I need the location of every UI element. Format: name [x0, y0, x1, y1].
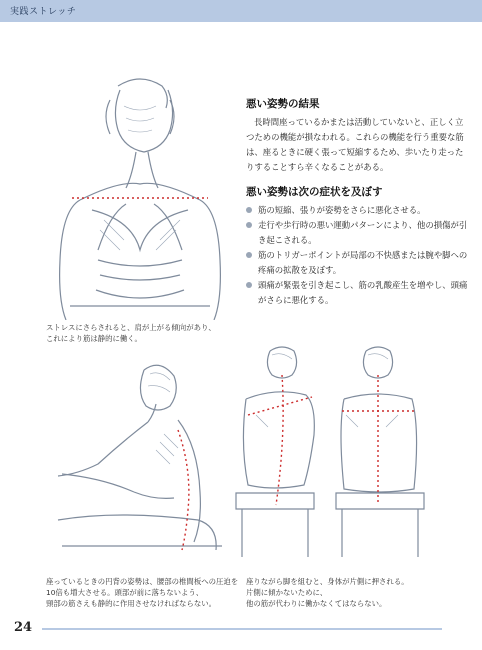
symptoms-section [246, 184, 468, 308]
bullet-icon [246, 222, 252, 228]
symptom-item [246, 218, 468, 248]
symptom-text: 筋の短縮、張りが姿勢をさらに悪化させる。 [258, 205, 426, 215]
symptom-text: 走行や歩行時の悪い運動パターンにより、他の損傷が引き起こされる。 [258, 220, 468, 245]
bullet-icon [246, 207, 252, 213]
caption-lateral: 座りながら脚を組むと、身体が片側に押される。 片側に傾かないために、 他の筋が代わりに働かなくてはならない。 [246, 577, 409, 608]
header-title: 実践ストレッチ [10, 7, 77, 17]
caption-stress: ストレスにさらされると、肩が上がる傾向があり、 これにより筋は静的に働く。 [46, 323, 216, 343]
figure-back-stress [40, 70, 240, 320]
bad-posture-paragraph: 長時間座っているかまたは活動していないと、正しく立つための機能が損なわれる。これらの機能を行う重要な筋は、座るときに硬く張って短縮するため、歩いたり走ったりすることすら辛くなることがある。 [246, 117, 464, 172]
symptoms-title: 悪い姿勢は次の症状を及ぼす [246, 186, 383, 198]
symptom-item [246, 248, 468, 278]
symptom-item [246, 278, 468, 308]
page-number: 24 [14, 620, 33, 635]
caption-sitting: 座っているときの円背の姿勢は、腰部の椎間板への圧迫を 10倍も増大させる。頭部が前に落ちないよう、 頸部の筋さえも静的に作用させなければならない。 [46, 577, 239, 608]
symptom-text: 頭痛が緊張を引き起こし、筋の乳酸産生を増やし、頭痛がさらに悪化する。 [258, 280, 468, 305]
figure-seated-side [38, 350, 228, 570]
footer-rule [42, 628, 442, 630]
symptoms-list [246, 203, 468, 308]
bad-posture-section [246, 96, 468, 175]
symptom-text: 筋のトリガーポイントが局部の不快感または腕や脚への疼痛の拡散を及ぼす。 [258, 250, 468, 275]
bullet-icon [246, 252, 252, 258]
bullet-icon [246, 282, 252, 288]
figure-lateral-compare [226, 345, 436, 565]
symptom-item [246, 203, 468, 218]
bad-posture-title: 悪い姿勢の結果 [246, 98, 320, 110]
